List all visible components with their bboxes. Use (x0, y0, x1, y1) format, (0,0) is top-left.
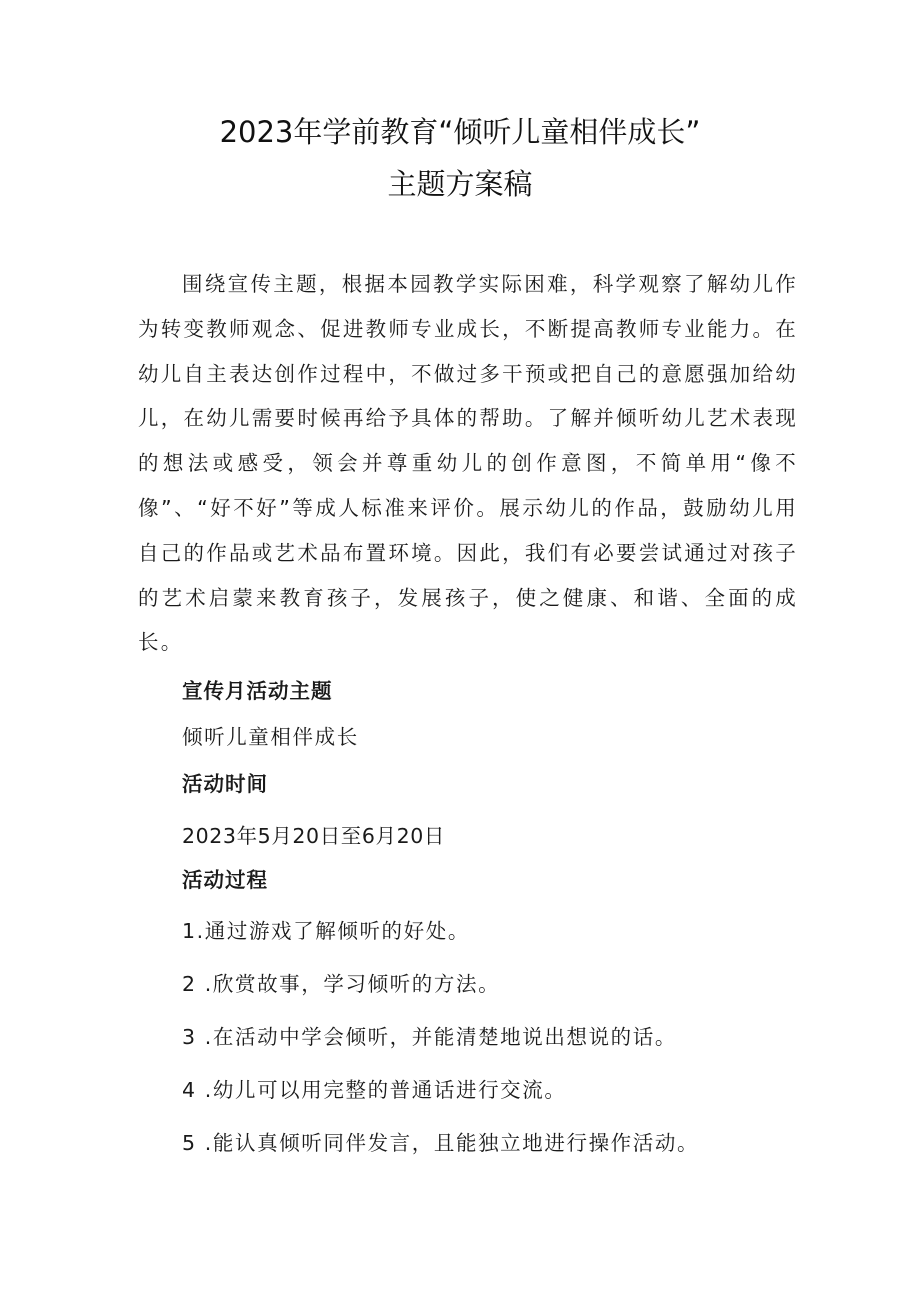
process-step: 1.通过游戏了解倾听的好处。 (182, 919, 470, 943)
process-heading: 活动过程 (182, 868, 268, 892)
time-heading: 活动时间 (182, 772, 268, 796)
time-value: 2023年5月20日至6月20日 (182, 824, 446, 848)
intro-paragraph: 围绕宣传主题，根据本园教学实际困难，科学观察了解幼儿作为转变教师观念、促进教师专业成长，不断提高教师专业能力。在幼儿自主表达创作过程中，不做过多干预或把自己的意愿强加给幼儿，在幼儿需要时候再给予具体的帮助。了解并倾听幼儿艺术表现的想法或感受，领会并尊重幼儿的创作意图，不简单用“像不像”、“好不好”等成人标准来评价。展示幼儿的作品，鼓励幼儿用自己的作品或艺术品布置环境。因此，我们有必要尝试通过对孩子的艺术启蒙来教育孩子，发展孩子，使之健康、和谐、全面的成长。 (138, 272, 798, 655)
process-step: 4 .幼儿可以用完整的普通话进行交流。 (182, 1078, 567, 1102)
process-step: 3 .在活动中学会倾听，并能清楚地说出想说的话。 (182, 1025, 677, 1049)
process-step: 5 .能认真倾听同伴发言，且能独立地进行操作活动。 (182, 1131, 700, 1155)
theme-heading: 宣传月活动主题 (182, 679, 333, 703)
process-step: 2 .欣赏故事，学习倾听的方法。 (182, 972, 501, 996)
theme-value: 倾听儿童相伴成长 (182, 725, 359, 749)
document-title-line1: 2023年学前教育“倾听儿童相伴成长” (219, 115, 701, 149)
document-title-line2: 主题方案稿 (387, 167, 533, 201)
